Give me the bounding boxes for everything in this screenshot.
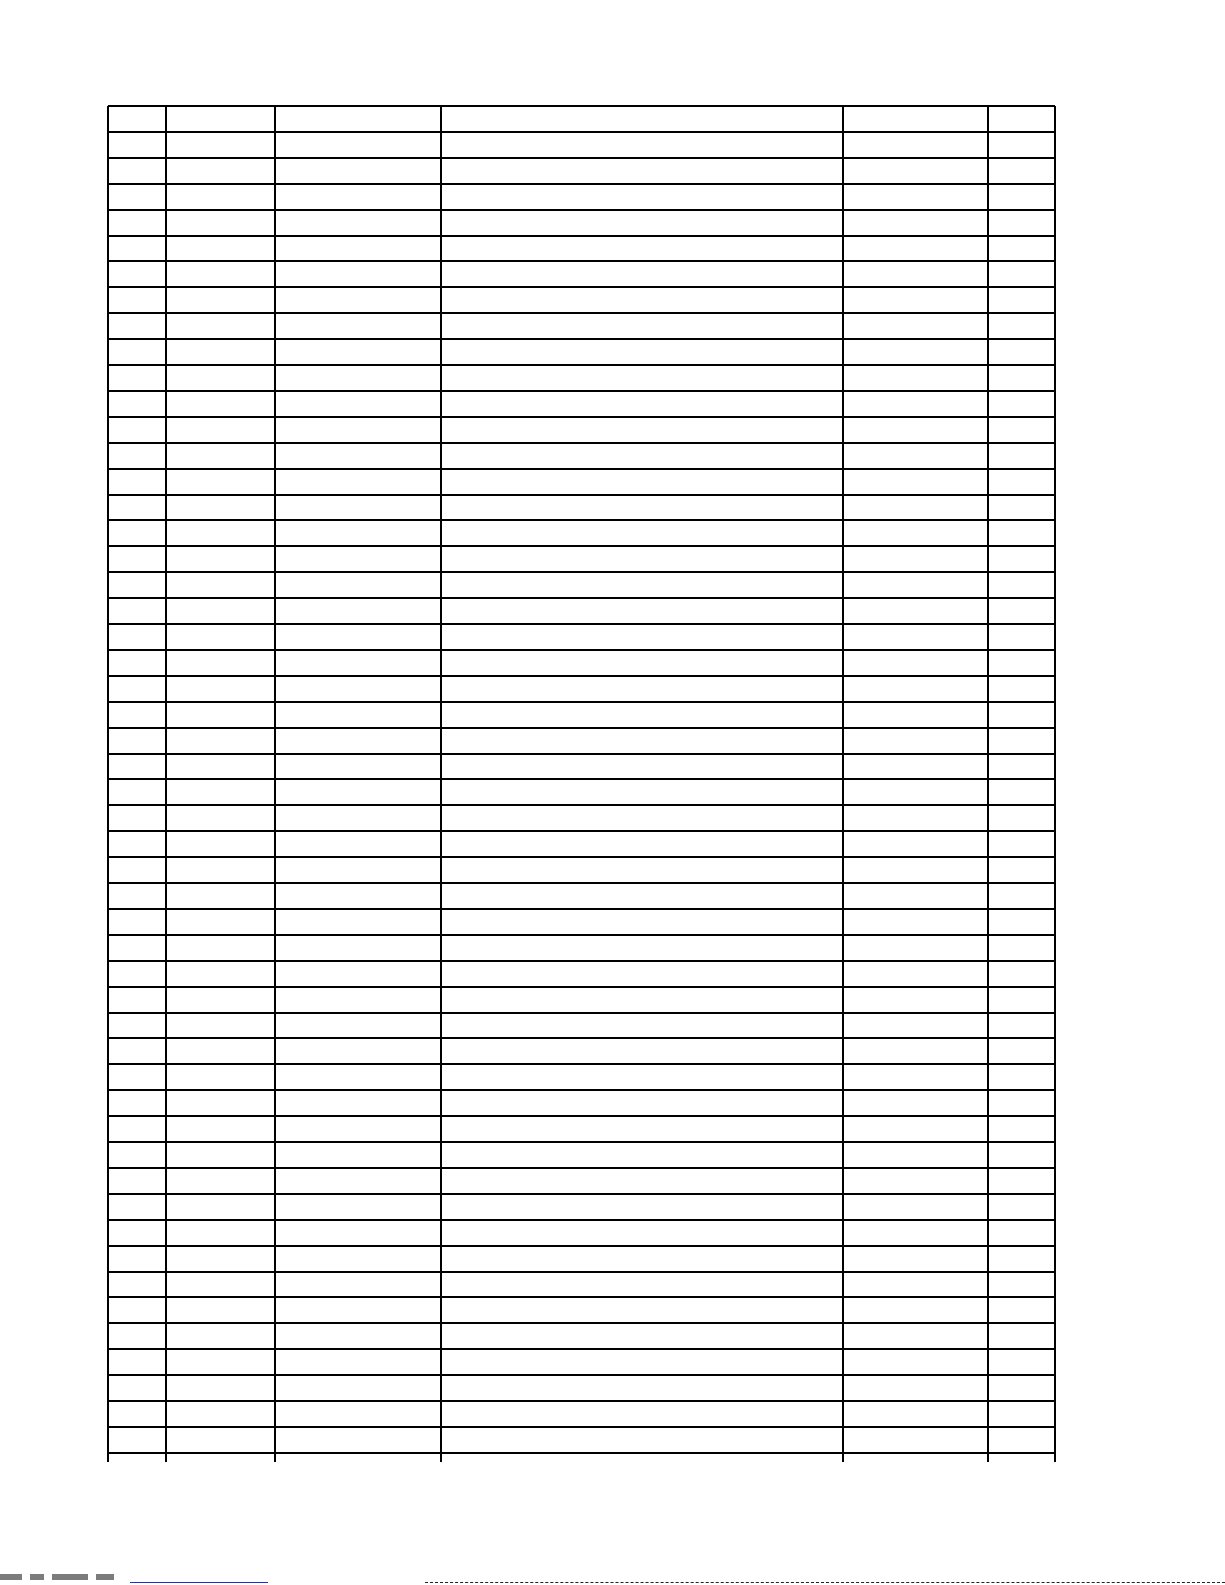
footer-text-fragment [0, 1572, 120, 1582]
footer-rule [425, 1572, 1225, 1583]
footer-link[interactable] [130, 1572, 268, 1583]
